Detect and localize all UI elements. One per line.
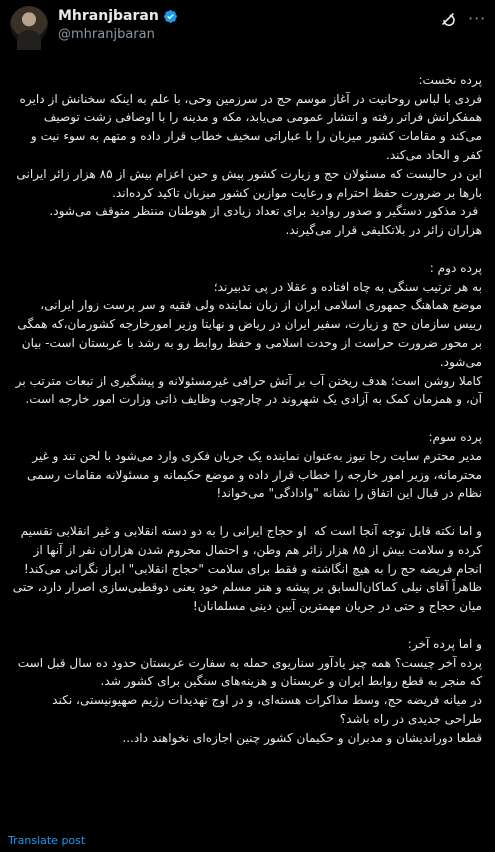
author-name-row — [58, 8, 178, 24]
grok-icon[interactable] — [440, 11, 456, 27]
translate-post-link[interactable]: Translate post — [8, 834, 86, 847]
post-paragraph-3: پرده سوم: مدیر محترم سایت رجا نیوز به‌عنوان نماینده یک جریان فکری وارد می‌شود با لحن تند و غیر محترمانه، وزیر امور خارجه را خطاب قرار داده و موضع حکیمانه و مسئولانه مقامات رسمی نظام در قبال این اتفاق را نشانه "وادادگی" می‌خواند! — [27, 429, 482, 501]
post-paragraph-2: پرده دوم : به هر ترتیب سنگی به چاه افتاده و عقلا در پی تدبیرند؛ موضع هماهنگ جمهوری اسلامی ایران از زبان نماینده ولی فقیه و سر پرست زوار ایرانی، رییس سازمان حج و زیارت، سفیر ایران در ریاض و نهایتا وزیر امورخارجه کشورمان،که همگی بر محور ضرورت حراست از وحدت اسلامی و حفظ روابط رو به رشد با عربستان است- بیان می‌شود. کاملا روشن است؛ هدف ریختن آب بر آتش حرافی غیرمسئولانه و پیشگیری از تبعات مترتب بر آن، و همزمان کمک به آزادی یک شهروند در چارچوب وظایف ذاتی وزارت امور خارجه است. — [15, 260, 482, 407]
post-body — [12, 52, 482, 822]
verified-badge-icon — [163, 9, 178, 24]
post-header — [0, 0, 495, 52]
post-paragraph-1: پرده نخست: فردی با لباس روحانیت در آغاز موسم حج در سرزمین وحی، با علم به اینکه سخنانش از دایره همفکرانش فراتر رفته و انتشار عمومی می‌یابد، مکه و مدینه را با اوصافی زشت توصیف می‌کند و مقامات کشور میزبان را با عباراتی سخیف خطاب قرار داده و متهم به سوء نیت و کفر و الحاد می‌کند. این در حالیست که مسئولان حج و زیارت کشور پیش و حین اعزام بیش از ۸۵ هزار زائر ایرانی بارها بر ضرورت حفظ احترام و رعایت موازین کشور میزبان تاکید کرده‌اند. فرد مذکور دستگیر و صدور روادید برای تعداد زیادی از هوطنان منتظر متوقف می‌شود. هزاران زائر در بلاتکلیفی قرار می‌گیرند. — [16, 72, 482, 238]
author-display-name[interactable]: Mhranjbaran — [58, 8, 159, 24]
post-paragraph-4: و اما نکته قابل توجه آنجا است که او حجاج ایرانی را به دو دسته انقلابی و غیر انقلابی تقسیم کرده و سلامت بیش از ۸۵ هزار زائر هم وطن، و احتمال محروم شدن هزاران نفر از آنها از انجام فریضه حج را به هیچ انگاشته و فقط برای سلامت "حجاج انقلابی" ابراز نگرانی می‌کند! ظاهراً آقای نیلی کماکان‌السابق بر پیشه و هنر مسلم خود یعنی دوقطبی‌سازی اصرار دارد، حتی میان حجاج و حتی در جریان مهمترین آیین دینی مسلمانان! — [12, 523, 482, 614]
avatar[interactable] — [10, 6, 48, 44]
author-handle[interactable]: @mhranjbaran — [58, 27, 155, 42]
more-icon[interactable]: ··· — [468, 9, 487, 28]
post-paragraph-5: و اما پرده آخر: پرده آخر چیست؟ همه چیز یادآور سناریوی حمله به سفارت عربستان حدود ده سال قبل است که منجر به قطع روابط ایران و عربستان و هزینه‌های سنگین برای کشور شد. در میانه فریضه حج، وسط مذاکرات هسته‌ای، و در اوج تهدیدات رژیم صهیونیستی، نکند طراحی جدیدی در راه باشد؟ قطعا دوراندیشان و مدبران و حکیمان کشور چنین اجازه‌ای نخواهند داد... — [17, 636, 482, 745]
